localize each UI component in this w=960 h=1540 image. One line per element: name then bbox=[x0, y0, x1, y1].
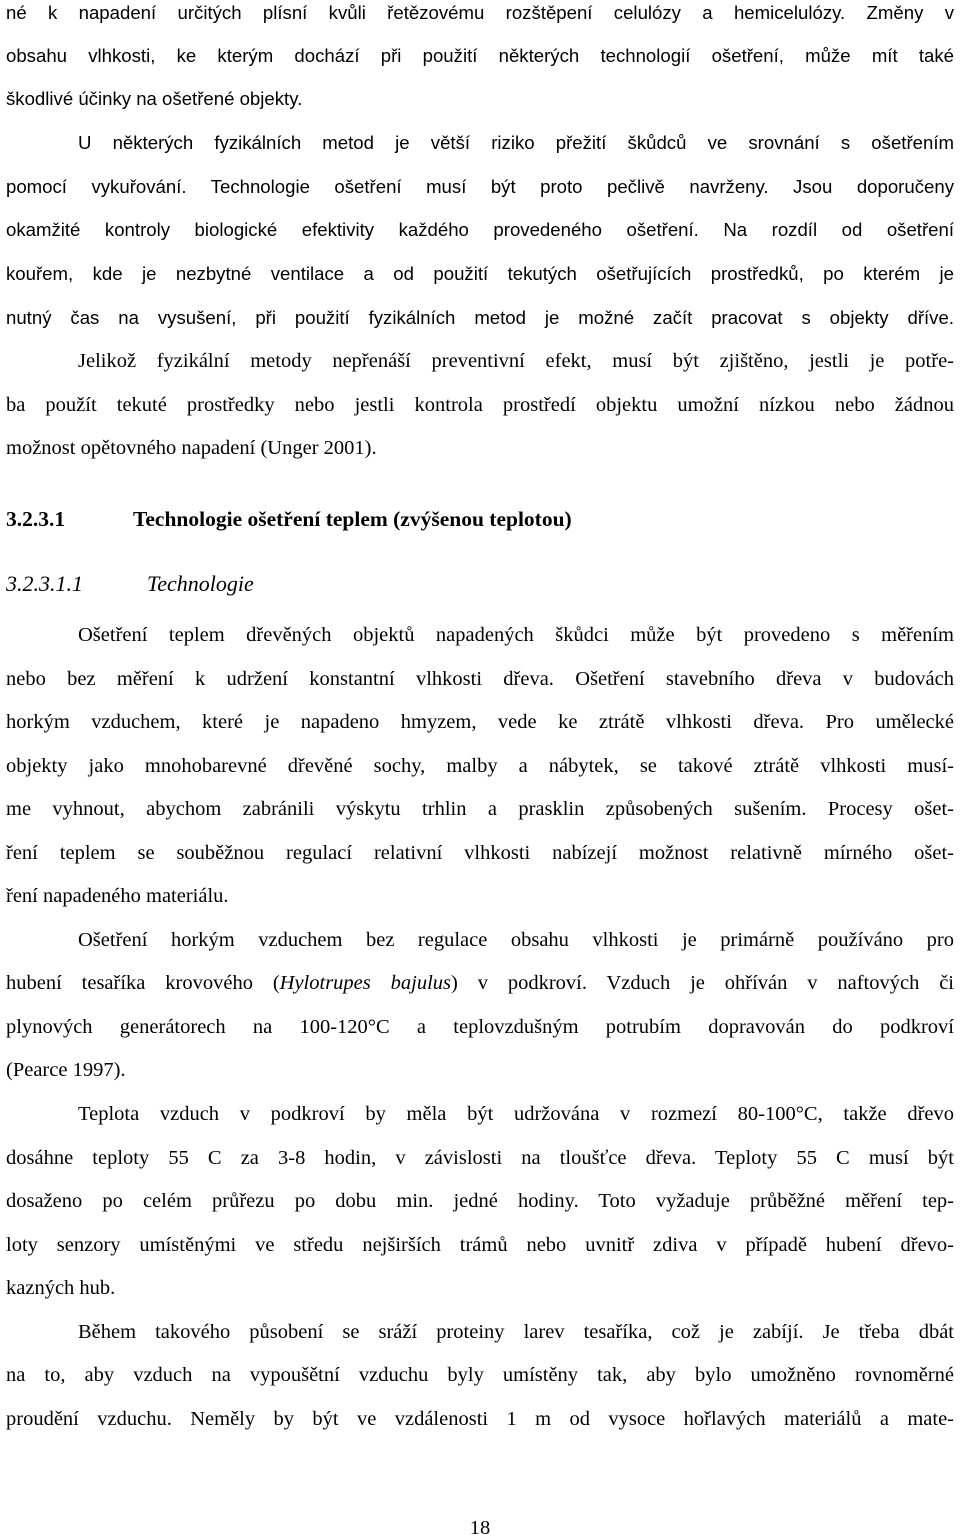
text-line: nutný čas na vysušení, při použití fyzikálních metod je možné začít pracovat s objekty dříve. bbox=[6, 307, 954, 328]
text-line: ba použít tekuté prostředky nebo jestli kontrola prostředí objektu umožní nízkou nebo žádnou bbox=[6, 394, 954, 416]
text-line: Ošetření teplem dřevěných objektů napadených škůdci může být provedeno s měřením bbox=[78, 624, 954, 646]
page-number: 18 bbox=[469, 1517, 491, 1539]
text-line: kazných hub. bbox=[6, 1277, 116, 1299]
section-heading-title: Technologie ošetření teplem (zvýšenou teplotou) bbox=[133, 507, 572, 531]
text-line: plynových generátorech na 100-120°C a teplovzdušným potrubím dopravován do podkroví bbox=[6, 1016, 954, 1038]
text-line: nebo bez měření k udržení konstantní vlhkosti dřeva. Ošetření stavebního dřeva v budovách bbox=[6, 668, 954, 690]
text-line: (Pearce 1997). bbox=[6, 1059, 126, 1081]
text-line: loty senzory umístěnými ve středu nejširších trámů nebo uvnitř zdiva v případě hubení dřevo- bbox=[6, 1234, 954, 1256]
text-line: U některých fyzikálních metod je větší riziko přežití škůdců ve srovnání s ošetřením bbox=[78, 132, 954, 153]
text-line: Teplota vzduch v podkroví by měla být udržována v rozmezí 80-100°C, takže dřevo bbox=[78, 1103, 954, 1125]
text-line: obsahu vlhkosti, ke kterým dochází při použití některých technologií ošetření, může mít také bbox=[6, 45, 954, 66]
text-line: proudění vzduchu. Neměly by být ve vzdálenosti 1 m od vysoce hořlavých materiálů a mate- bbox=[6, 1408, 954, 1430]
text-line: pomocí vykuřování. Technologie ošetření musí být proto pečlivě navrženy. Jsou doporučeny bbox=[6, 176, 954, 197]
text-line: né k napadení určitých plísní kvůli řetězovému rozštěpení celulózy a hemicelulózy. Změny v bbox=[6, 2, 954, 23]
subsection-heading bbox=[6, 570, 954, 598]
text-line: okamžité kontroly biologické efektivity každého provedeného ošetření. Na rozdíl od ošetření bbox=[6, 219, 954, 240]
text-line: hubení tesaříka krovového (Hylotrupes bajulus) v podkroví. Vzduch je ohříván v naftových či bbox=[6, 972, 954, 994]
subsection-heading-number: 3.2.3.1.1 bbox=[6, 571, 83, 596]
text-line: možnost opětovného napadení (Unger 2001). bbox=[6, 437, 377, 459]
section-heading-number: 3.2.3.1 bbox=[6, 507, 66, 531]
text-line: objekty jako mnohobarevné dřevěné sochy, malby a nábytek, se takové ztrátě vlhkosti musí- bbox=[6, 755, 954, 777]
text-line: horkým vzduchem, které je napadeno hmyzem, vede ke ztrátě vlhkosti dřeva. Pro umělecké bbox=[6, 711, 954, 733]
section-heading bbox=[6, 505, 954, 533]
text-line: dosáhne teploty 55 C za 3-8 hodin, v závislosti na tloušťce dřeva. Teploty 55 C musí být bbox=[6, 1147, 954, 1169]
text-line: ření napadeného materiálu. bbox=[6, 885, 229, 907]
text-line: ření teplem se souběžnou regulací relativní vlhkosti nabízejí možnost relativně mírného ošet- bbox=[6, 842, 954, 864]
species-name: Hylotrupes bajulus bbox=[279, 972, 451, 994]
text-line: kouřem, kde je nezbytné ventilace a od použití tekutých ošetřujících prostředků, po kterém je bbox=[6, 263, 954, 284]
text-line: me vyhnout, abychom zabránili výskytu trhlin a prasklin způsobených sušením. Procesy ošet- bbox=[6, 798, 954, 820]
subsection-heading-title: Technologie bbox=[147, 571, 254, 596]
text-line: dosaženo po celém průřezu po dobu min. jedné hodiny. Toto vyžaduje průběžné měření tep- bbox=[6, 1190, 954, 1212]
text-line: na to, aby vzduch na vypoušětní vzduchu byly umístěny tak, aby bylo umožněno rovnoměrné bbox=[6, 1364, 954, 1386]
text-line: Ošetření horkým vzduchem bez regulace obsahu vlhkosti je primárně používáno pro bbox=[78, 929, 954, 951]
text-line: Během takového působení se sráží proteiny larev tesaříka, což je zabíjí. Je třeba dbát bbox=[78, 1321, 954, 1343]
text-line: škodlivé účinky na ošetřené objekty. bbox=[6, 88, 303, 109]
text-line: Jelikož fyzikální metody nepřenáší preventivní efekt, musí být zjištěno, jestli je potře- bbox=[78, 350, 954, 372]
